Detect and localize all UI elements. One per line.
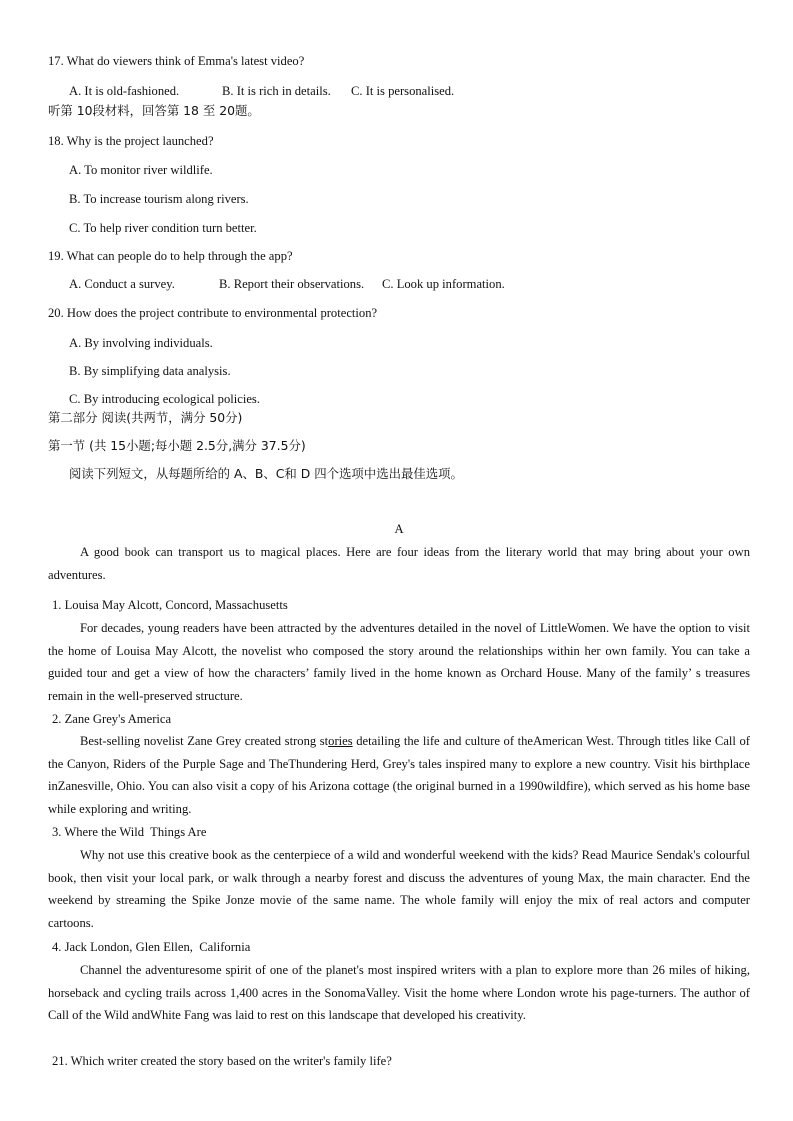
passage-heading: A [394,522,404,536]
question-20-option-a: A. By involving individuals. [69,336,213,350]
item-2-paragraph [48,730,750,821]
item-4-paragraph [48,959,750,1027]
item-1-title: 1. Louisa May Alcott, Concord, Massachusetts [52,598,288,612]
reading-instruction: 阅读下列短文，从每题所给的 A、B、C和 D 四个选项中选出最佳选项。 [69,466,463,481]
item-3-title: 3. Where the Wild Things Are [52,825,207,839]
question-20-option-c: C. By introducing ecological policies. [69,392,260,406]
question-19-stem: 19. What can people do to help through the app? [48,249,293,263]
item-3-text: Why not use this creative book as the centerpiece of a wild and wonderful weekend with the kids? Read Maurice Sendak's colourful book, then visit your local park, or walk through a nearby forest and discuss the adventures of young Max, the main character. End the weekend by streaming the Spike Jonze movie of the same name. The whole family will enjoy the mix of real actors and computer cartoons. [48,848,750,931]
item-4-title: 4. Jack London, Glen Ellen, California [52,940,251,954]
item-3-paragraph [48,844,750,935]
passage-intro-text: A good book can transport us to magical places. Here are four ideas from the literary world that may bring about your own adventures. [48,545,750,582]
question-17-option-c: C. It is personalised. [351,84,455,98]
part-2-title: 第二部分 阅读(共两节，满分 50分) [48,410,243,425]
question-19-option-b: B. Report their observations. [219,277,365,291]
item-4-text: Channel the adventuresome spirit of one of the planet's most inspired writers with a plan to explore more than 26 miles of hiking, horseback and cycling trails across 1,400 acres in the SonomaValley. Visit the home where London wrote his page-turners. The author of Call of the Wild andWhite Fang was laid to rest on this landscape that developed his creativity. [48,963,750,1023]
question-18-stem: 18. Why is the project launched? [48,134,214,148]
question-20-option-b: B. By simplifying data analysis. [69,364,231,378]
question-20-stem: 20. How does the project contribute to environmental protection? [48,306,378,320]
question-19-option-a: A. Conduct a survey. [69,277,175,291]
item-2-title: 2. Zane Grey's America [52,712,172,726]
item-2-text-underlined: ories [328,734,353,748]
question-17-option-a: A. It is old-fashioned. [69,84,180,98]
question-18-option-b: B. To increase tourism along rivers. [69,192,249,206]
question-17-option-b: B. It is rich in details. [222,84,331,98]
section-1-title: 第一节 (共 15小题;每小题 2.5分,满分 37.5分) [48,438,306,453]
question-19-option-c: C. Look up information. [382,277,505,291]
item-2-text-after: detailing the life and culture of theAmerican West. Through titles like Call of the Canyon, Riders of the Purple Sage and TheThundering Herd, Grey's tales inspired many to explore a new country. Visit his birthplace inZanesville, Ohio. You can also visit a copy of his Arizona cottage (the original burned in a 1990wildfire), which served as his home base while exploring and writing. [48,734,750,817]
item-2-text-before: Best-selling novelist Zane Grey created strong st [80,734,329,748]
question-17-stem: 17. What do viewers think of Emma's latest video? [48,54,305,68]
question-21-stem: 21. Which writer created the story based on the writer's family life? [52,1054,392,1068]
passage-intro [48,541,750,586]
question-18-option-c: C. To help river condition turn better. [69,221,257,235]
item-1-text: For decades, young readers have been attracted by the adventures detailed in the novel of LittleWomen. We have the option to visit the home of Louisa May Alcott, the novelist who composed the story around the relationships within her own family. You can take a guided tour and get a view of how the characters’ family lived in the home known as Orchard House. Many of the family’ s treasures remain in the well-preserved structure. [48,621,750,704]
item-1-paragraph [48,617,750,708]
question-18-option-a: A. To monitor river wildlife. [69,163,213,177]
listening-instruction-10: 听第 10段材料，回答第 18 至 20题。 [48,103,260,118]
